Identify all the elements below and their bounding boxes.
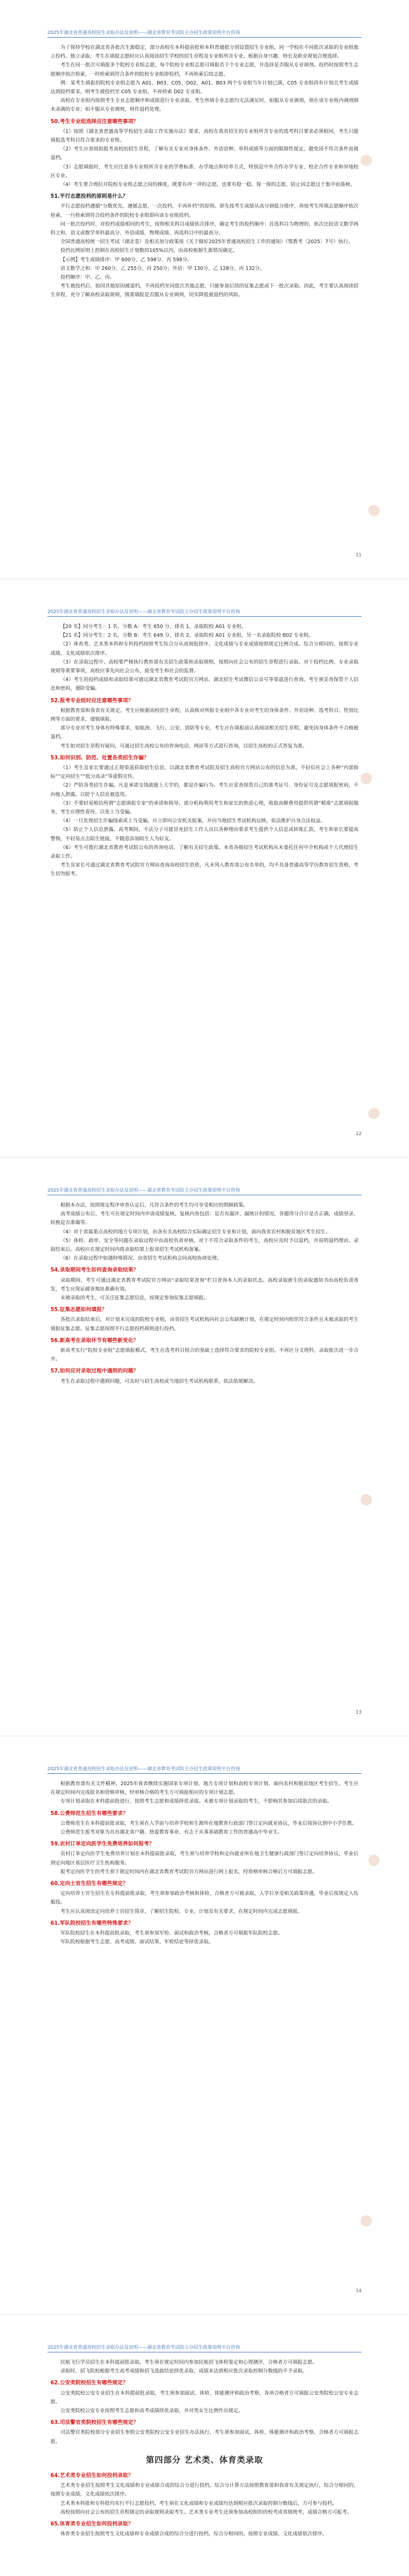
paragraph: （6）在录取过程中如遇特殊情况，由省招生考试机构会同高校协商处理。 [60,1256,222,1262]
question-heading: 51.平行志愿投档的原则是什么？ [50,194,128,200]
paragraph: 【21 名】同分考生：2 名，分数 B：考生 649 分，排名 2，录取院校 A01 专业组，另一名录取院校 B02 专业组。 [60,633,314,639]
paragraph: 录取期间，考生可通过湖北省教育考试院官方网站“录取结果查询”栏目查询本人的录取状态。高校录取新生的录取通知书由高校负责寄发，考生应保证邮寄地址准确有效。 [50,1277,359,1292]
paragraph: 语文数学之和：甲 260分、乙 255分、丙 250分；外语：甲 130分、乙 128分、丙 132分。 [60,265,265,272]
question-heading: 58.公费师范生招生有哪些要求？ [50,1810,128,1817]
question-heading: 62.公安类院校招生有哪些规定？ [50,2380,128,2386]
question-heading: 65.体育类专业招生如何投档录取？ [50,2521,133,2528]
watermark-stamp-icon [368,1855,380,1866]
paragraph: （1）考生及家长要通过正规渠道获取招生信息，以湖北省教育考试院及招生高校官方网站公布的信息为准，不轻信社会上各种“内部指标”“定向招生”“低分高录”等虚假宣传。 [50,765,359,780]
paragraph: 体育类专业招生按照考生文化成绩和专业成绩合成的综合分进行投档，综合分相同的，按照专业成绩、文化成绩依次排序。 [60,2531,328,2537]
page-content [50,622,359,879]
watermark-stamp-icon [361,2215,372,2227]
paragraph: 考生应认真阅读定向培养士官招生简章，了解招生院校、专业、计划及有关要求，在规定时间内完成志愿填报。 [60,1908,303,1914]
paragraph: 【示例】考生成绩排序：甲 600分、乙 598分、丙 598分。 [60,257,193,263]
question-heading: 57.如何应对录取过程中遇到的问题？ [50,1368,139,1375]
paragraph: 司法警官类院校部分专业招生参照公安类院校公安专业招生办法执行，考生须参加面试、体检、体能测评和政治考察，合格者方可填报志愿。 [50,2430,359,2445]
paragraph: （3）不要轻易相信所谓“志愿填报专家”的承诺和指导。部分机构利用考生和家长的焦虑心理，收取高额费用提供所谓“精准”志愿填报服务，考生应理性看待，以免上当受骗。 [50,800,359,816]
chapter-heading: 第四部分 艺术类、体育类录取 [146,2454,263,2465]
paragraph: 高考成绩公布后，考生可在规定时间内申请成绩复核，复核内容包括：是否有漏评、漏统计的情况，各题得分合计是否正确，成绩登录、转换是否准确等。 [50,1211,359,1226]
question-heading: 59.农村订单定向医学生免费培养如何报考？ [50,1841,155,1848]
paragraph: 部分专业对考生身体有特殊要求，如航海、飞行、公安、消防等专业，考生应在填报前认真阅读相关招生章程，避免因身体条件不合格被退档。 [50,725,359,740]
paragraph: 各批次录取结束后，对计划未完成的院校专业组，由省招生考试机构向社会公布缺额计划，在规定时间内组织符合条件且未被录取的考生填报征集志愿。征集志愿按照平行志愿投档规则进行投档。 [50,1317,359,1332]
paragraph: 高校按照向社会公布的招生章程规定的录取规则录取考生。艺术类专业考生还须参加高校组织的校考或省级统考，成绩合格方可报考。 [60,2509,352,2515]
paragraph: 艺术类本科批和专科批均实行平行志愿投档，考生须在文化成绩和专业成绩均达到相应批次录取控制分数线后，方可参与投档。 [60,2500,337,2506]
paragraph: 民航飞行学员招生在本科提前批录取，考生须在规定时间内参加民航招飞体检鉴定和心理测评，合格者方可填报志愿。 [60,2360,318,2365]
paragraph: （3）在录取过程中，高校要严格执行教育部有关招生政策和录取规则，按照向社会公布的招生章程进行录取。对于投档比例、专业录取规则等重要事项，高校应事先向社会公布，接受考生和社会的监督。 [50,659,359,674]
paragraph: 公费师范生在本科提前批录取，考生须在入学前与培养学校和生源所在地教育行政部门签订定向就业协议，毕业后按协议到中小学任教。 [60,1820,357,1826]
question-heading: 56.新高考在录取环节有哪些新变化？ [50,1337,139,1344]
watermark-stamp-icon [361,773,372,784]
question-heading: 63.司法警官类院校招生有哪些规定？ [50,2420,139,2426]
paragraph: 根据本办法，按照规定程序审查认定后，凡符合条件的考生均可享受相应的照顾政策。 [60,1202,248,1208]
paragraph: 专项计划录取在本科提前批进行，按照考生志愿和成绩择优录取。未被专项计划录取的考生，不影响其参加后续批次的录取。 [60,1799,332,1805]
paragraph: （2）体育类、艺术类本科和专科投档按照考生综合分从高到低排序，文化成绩与专业成绩按照规定比例合成。综合分相同的，按照专业成绩、文化成绩依次排序。 [50,641,359,656]
paragraph: （2）考生应查阅拟报考高校的招生章程，了解有关专业对身体条件、外语语种、单科成绩等方面的限制性规定，避免因不符合条件而被退档。 [50,146,359,161]
page-content [50,43,359,300]
question-heading: 55.征集志愿如何填报？ [50,1307,107,1313]
paragraph: 全国普通高校统一招生考试（湖北卷）及相关加分政策按《关于做好2025年普通高校招生工作的通知》（鄂教考〔2025〕7号）执行。 [60,239,353,245]
paragraph: 未被录取的考生，可关注征集志愿信息，按规定参加征集志愿填报。 [60,1295,209,1301]
question-heading: 60.定向士官生招生有哪些规定？ [50,1881,128,1887]
paragraph: 考生在录取过程中遇到问题，可及时与招生高校或当地招生考试机构联系，依法依规解决。 [60,1378,258,1384]
document-page [0,579,409,1157]
paragraph: 报考定向医学生的考生须于规定时间内在湖北省教育考试院官方网站进行网上报名，经资格审核合格后方可填报志愿。 [60,1869,318,1875]
question-heading: 54.录取期间考生如何查询录取结果？ [50,1267,139,1274]
page-content [50,2358,359,2538]
paragraph: 同一批次投档时，对投档成绩相同的考生，按照相关科目成绩依次排序，确定考生的投档顺序：首选科目为物理的，依次比较语文数学两科之和、语文或数学单科最高分、外语成绩、物理成绩、再选科目中的最高分。 [50,221,359,236]
paragraph: （4）考生要合理拉开院校专业组志愿之间的梯度，既要有冲一冲的志愿，也要有稳一稳、保一保的志愿，防止因志愿过于集中而落榜。 [60,182,355,188]
paragraph: （1）按照《湖北省普通高等学校招生录取工作实施办法》要求，高校在我省招生的专业组所含专业的选考科目要求必须相同，考生只能填报选考科目符合要求的专业组。 [50,128,359,144]
paragraph: 平行志愿投档遵循“分数优先、遵循志愿、一次投档、不再补档”的原则。即先按考生成绩从高分到低分排序，再按考生所填志愿顺序依次检索，一旦检索到符合投档条件的院校专业组即向该专业组投档。 [50,204,359,218]
document-page [0,1157,409,1736]
page-number: 12 [355,1131,362,1137]
paragraph: 农村订单定向医学生免费培养计划在本科提前批录取，考生须与培养学校和定向就业所在地卫生健康行政部门签订定向培养协议，毕业后到定向地区基层医疗卫生机构服务。 [50,1851,359,1866]
paragraph: 投档顺序：甲、乙、丙。 [60,275,115,281]
paragraph: （4）考生的投档成绩和录取结果可通过湖北省教育考试院官方网站、湖北招生考试微信公众号等渠道进行查询。考生须妥善保管个人信息和密码，谨防受骗。 [50,677,359,692]
paragraph: 高校在专业组内按照考生专业志愿顺序和成绩进行专业录取。考生所填专业志愿均无法满足时，如服从专业调剂，则在该专业组内调剂到未录满的专业；如不服从专业调剂，则作退档处理。 [50,98,359,113]
paragraph: 例：某考生填报的院校专业组志愿为 A01、B03、C05、D02，A01、B03 两个专业组当年计划已满，C05 专业组尚有计划且考生成绩达到投档要求，则考生被投档至 C05 专业组，不再检索 D02 专业组。 [50,80,359,95]
watermark-stamp-icon [361,1494,372,1505]
paragraph: 公安类院校公安专业招生在本科提前批录取，考生须参加面试、体检、体能测评和政治考察，各项合格者方可填报公安类院校公安专业志愿。 [50,2390,359,2405]
paragraph: 公费师范生报考对象为具有湖北省户籍、热爱教育事业、有志于从事基础教育工作的普通高中毕业生。 [60,1829,283,1836]
paragraph: 军队院校根据考生志愿、高考成绩、面试结果、军检结论等择优录取。 [60,1939,214,1945]
page-header: 2025年湖北省普通高校招生录取办法及说明——湖北省教育考试院主办招生政策说明平台咨询 [47,1187,362,1195]
paragraph: 定向培养士官生招生在专科提前批录取，考生须参加政治考核和体检，合格者方可被录取。入学后享受相关政策待遇，毕业后按规定入伍服役。 [50,1891,359,1906]
page-number: 13 [355,1710,362,1715]
paragraph: 根据教育部有关文件精神，2025年我省继续实施国家专项计划、地方专项计划和高校专项计划，面向农村和脱贫地区考生招生。考生应在规定时间内完成报名和资格审核，经审核合格的考生方可填报相应的专项计划志愿。 [50,1781,359,1796]
question-heading: 50.考生专业组选择应注意哪些事项？ [50,118,139,125]
paragraph: 投档比例原则上控制在高校招生计划数的105%以内，由高校根据生源情况确定。 [60,248,238,254]
paragraph: 考生在同一批次可填报多个院校专业组志愿，每个院校专业组志愿可填报若干个专业志愿，并选择是否服从专业调剂。投档时按照考生志愿顺序依次检索，一经检索到符合条件的院校专业组即投档，不再检索后续志愿。 [50,62,359,77]
paragraph: 军队院校招生在本科提前批录取，考生须参加军检、面试和政治考核，合格者方可填报军队院校志愿。 [60,1930,283,1937]
paragraph: 考生及家长可通过湖北省教育考试院官方网站查询高校招生资质，凡未列入教育部公布名单的，均不具备普通高等学历教育招生资格，考生切勿报考。 [50,862,359,877]
watermark-stamp-icon [368,505,380,516]
paragraph: （6）考生可拨打湖北省教育考试院公布的咨询电话，了解有关招生政策。本省各级招生考试机构从未委托任何中介机构或个人代理招生录取工作。 [50,844,359,860]
document-page [0,2314,409,2576]
paragraph: 【20 名】同分考生：1 名，分数 A：考生 650 分，排名 1，录取院校 A01 专业组。 [60,624,247,630]
paragraph: 根据教育部和我省有关规定，考生应根据高校招生章程，认真核对所报专业组中各专业对考生的身体条件、外语语种、选考科目、性别比例等方面的要求，谨慎填报。 [50,707,359,723]
paragraph: 新高考实行“院校专业组”志愿填报模式，考生在选考科目组合的基础上选择符合要求的院校专业组，不再区分文理科，录取批次进一步合并。 [50,1348,359,1363]
document-page [0,1736,409,2314]
page-content [50,1201,359,1386]
watermark-stamp-icon [368,1108,380,1119]
question-heading: 64.艺术类专业招生如何投档录取？ [50,2473,133,2479]
paragraph: 考生如对招生章程有疑问，可通过招生高校公布的咨询电话、网站等方式进行咨询，以招生高校的正式答复为准。 [60,743,308,749]
document-page [0,0,409,579]
question-heading: 52.报考专业组时应注意哪些事项？ [50,698,133,704]
paragraph: 公安类院校公安专业按照考生志愿和高考成绩择优录取，并对男女生比例作出规定。 [60,2408,244,2414]
paragraph: （3）志愿填报时，考生应注意各专业组所含专业的学费标准、办学地点和培养方式，特别是中外合作办学专业、校企合作专业和异地校区专业。 [50,164,359,179]
paragraph: 录取时，招飞院校根据考生高考成绩和招飞选拔结论择优录取，成绩未达到相应批次录取控制分数线的不予录取。 [60,2368,308,2375]
paragraph: 艺术类专业招生按照考生文化成绩和专业成绩合成的综合分进行投档。综合分计算方法按照教育部和我省有关规定执行，综合分相同的，按照专业成绩、文化成绩依次排序。 [50,2483,359,2498]
page-number: 14 [355,2289,362,2294]
watermark-stamp-icon [361,155,372,166]
paragraph: 为了保持学校在湖北省各批次生源稳定，部分高校在本科提前批和本科普通批分别设置招生专业组，同一学校在不同批次录取的专业组独立投档、独立录取。考生在填报志愿时应认真阅读招生学校的招生章程及专业组所含专业，根据自身兴趣、特长及职业规划合理选择。 [50,45,359,60]
page-number: 11 [355,553,362,558]
question-heading: 53.如何识别、防范、处置各类招生诈骗？ [50,755,149,761]
question-heading: 61.军队院校招生有哪些特殊要求？ [50,1920,133,1926]
page-content [50,1780,359,1946]
paragraph: 考生被投档后，如因其他原因被退档，不再投档至同批次其他志愿，只能参加后续的征集志愿或下一批次录取。因此，考生要认真阅读招生章程，充分了解高校录取规则，慎重填报是否服从专业调剂，切实降低被退档的风险。 [50,283,359,298]
paragraph: （4）对于省属重点高校的地方专项计划，由各有关高校结合实际确定招生专业和计划，面向我省农村和脱贫地区考生招生。 [60,1229,331,1235]
paragraph: （2）严防各类招生诈骗。凡是承诺交钱就能上大学的，都是诈骗行为。考生应妥善保管自己的准考证号、身份证号及志愿填报密码，不向他人泄露，以防个人信息被盗用。 [50,783,359,798]
paragraph: （5）体检、政审、安全等问题在录取过程中由高校负责审核，对于不符合录取条件的考生，高校应及时予以退档，并说明退档理由。录取结束后，高校应在规定时间内将录取结果上报省招生考试机构备案。 [50,1238,359,1253]
paragraph: （5）防止个人信息泄露。高考期间，不法分子可能冒充招生工作人员以各种理由要求考生提供个人信息或转账汇款，考生和家长要提高警惕，不轻易点击陌生链接，不随意添加陌生人为好友。 [50,827,359,842]
page-header: 2025年湖北省普通高校招生录取办法及说明——湖北省教育考试院主办招生政策说明平台咨询 [47,2344,362,2352]
page-header: 2025年湖北省普通高校招生录取办法及说明——湖北省教育考试院主办招生政策说明平台咨询 [47,1765,362,1774]
page-header: 2025年湖北省普通高校招生录取办法及说明——湖北省教育考试院主办招生政策说明平台咨询 [47,608,362,617]
page-header: 2025年湖北省普通高校招生录取办法及说明——湖北省教育考试院主办招生政策说明平台咨询 [47,29,362,38]
paragraph: （4）一旦发现招生诈骗线索或上当受骗，应立即向公安机关报案，并向当地招生考试机构反映，依法维护自身合法权益。 [60,818,326,824]
